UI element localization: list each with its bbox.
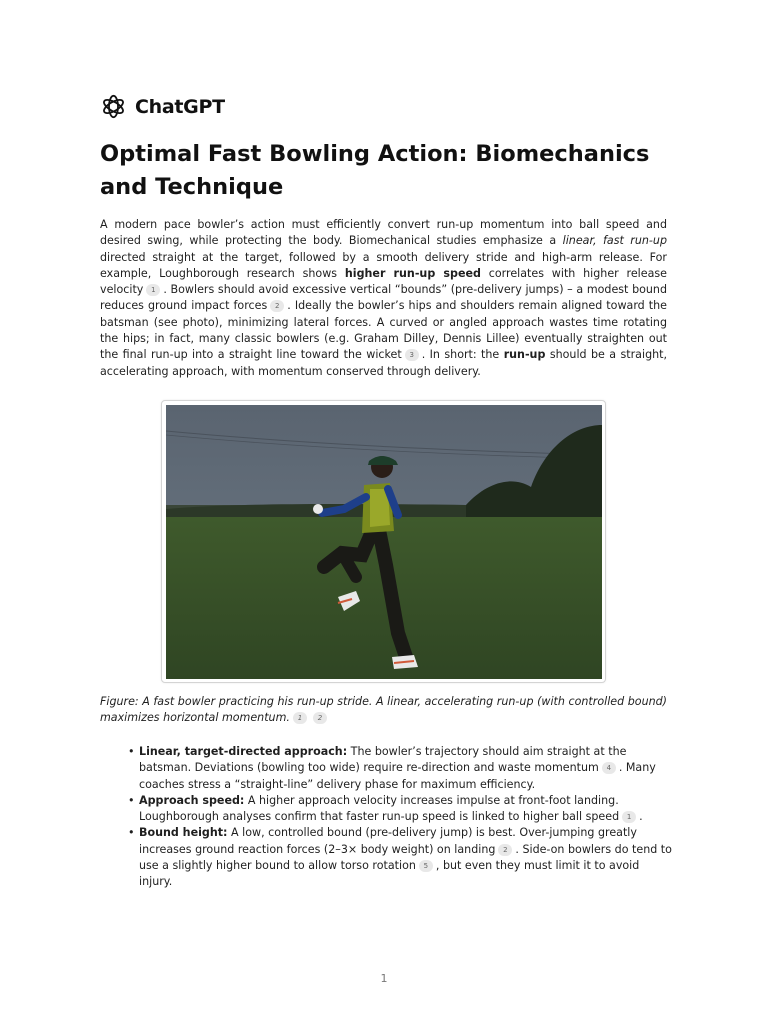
citation-badge[interactable]: 4 xyxy=(602,762,616,774)
brand-name: ChatGPT xyxy=(135,95,225,118)
figure-caption: Figure: A fast bowler practicing his run-up stride. A linear, accelerating run-up (with controlled bound) maximizes horizontal momentum. 1 2 xyxy=(100,695,667,725)
citation-badge[interactable]: 2 xyxy=(313,712,327,724)
list-item: • Bound height: A low, controlled bound (pre-delivery jump) is best. Over-jumping greatly increases ground reaction forces (2–3× body weight) on landing 2 . Side-on bowlers do tend to use a slightly higher bound to allow torso rotation 5 , but even they must limit it to avoid injury. xyxy=(128,825,673,890)
citation-badge[interactable]: 1 xyxy=(146,284,160,296)
page-number: 1 xyxy=(380,972,388,985)
citation-badge[interactable]: 3 xyxy=(405,349,419,361)
citation-badge[interactable]: 5 xyxy=(419,860,433,872)
list-item: • Approach speed: A higher approach velocity increases impulse at front-foot landing. Loughborough analyses confirm that faster run-up speed is linked to higher ball speed 1 . xyxy=(128,793,673,826)
brand-logo xyxy=(100,93,225,120)
list-item: • Linear, target-directed approach: The bowler’s trajectory should aim straight at the batsman. Deviations (bowling too wide) require re-direction and waste momentum 4 . Many coaches stress a “straight-line” delivery phase for maximum efficiency. xyxy=(128,744,673,793)
citation-badge[interactable]: 1 xyxy=(622,811,636,823)
bowler-photo xyxy=(161,400,606,683)
intro-paragraph: A modern pace bowler’s action must efficiently convert run-up momentum into ball speed and desired swing, while protecting the body. Biomechanical studies emphasize a linear, fast run-up directed straight at the target, followed by a smooth delivery stride and high-arm release. For example, Loughborough research shows higher run-up speed correlates with higher release velocity 1 . Bowlers should avoid excessive vertical “bounds” (pre-delivery jumps) – a modest bound reduces ground impact forces 2 . Ideally the bowler’s hips and shoulders remain aligned toward the batsman (see photo), minimizing lateral forces. A curved or angled approach wastes time rotating the hips; in fact, many classic bowlers (e.g. Graham Dilley, Dennis Lillee) eventually straighten out the final run-up into a straight line toward the wicket 3 . In short: the run-up should be a straight, accelerating approach, with momentum conserved through delivery. xyxy=(100,218,668,378)
citation-badge[interactable]: 2 xyxy=(498,844,512,856)
openai-logo-icon xyxy=(100,93,127,120)
bowler-photo-illustration xyxy=(166,405,602,679)
page-title: Optimal Fast Bowling Action: Biomechanics and Technique xyxy=(100,141,650,200)
citation-badge[interactable]: 1 xyxy=(293,712,307,724)
citation-badge[interactable]: 2 xyxy=(270,300,284,312)
key-points-list xyxy=(128,744,673,891)
